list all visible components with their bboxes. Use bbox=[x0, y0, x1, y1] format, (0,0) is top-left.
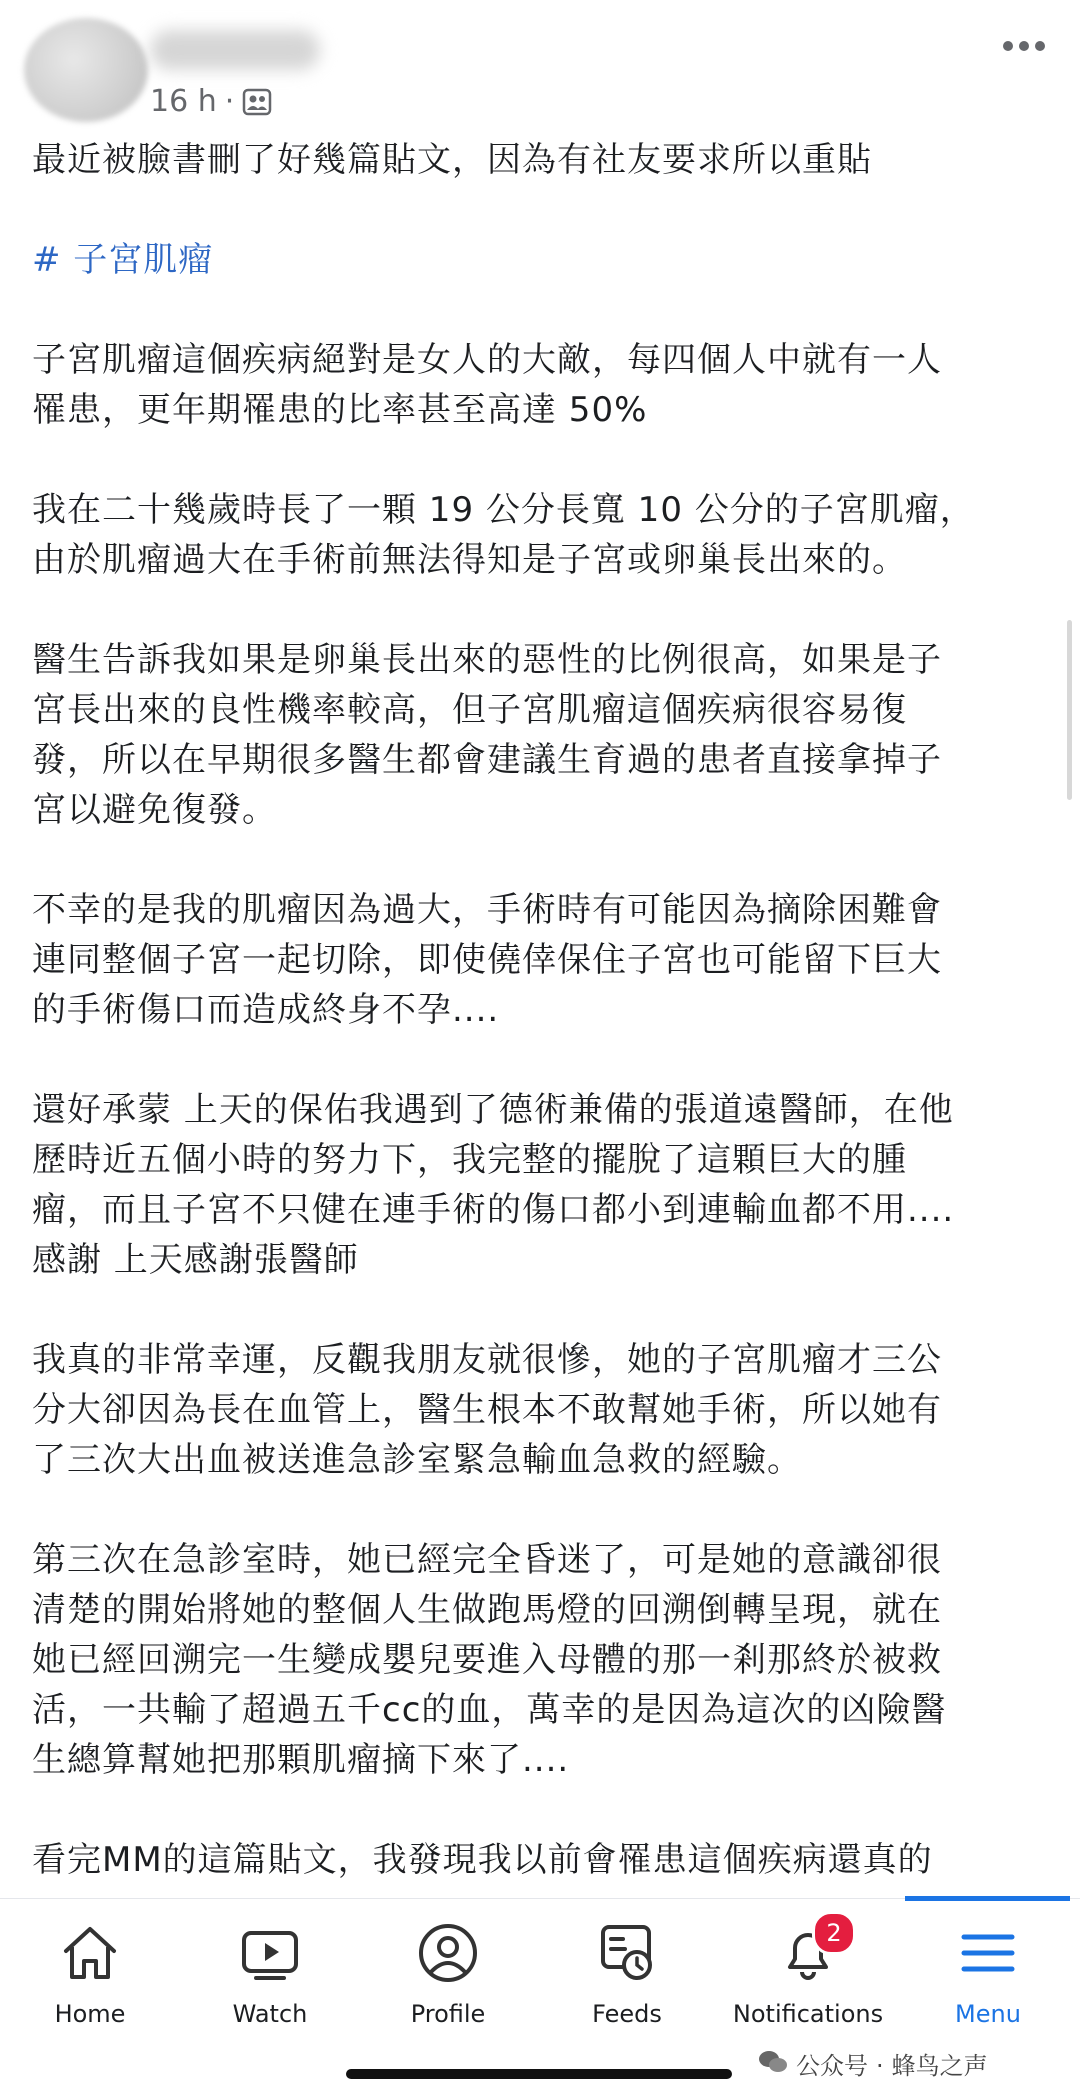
author-name-redacted[interactable] bbox=[150, 30, 320, 70]
wechat-icon bbox=[758, 2049, 788, 2082]
feeds-clock-icon bbox=[595, 1921, 659, 1985]
notification-badge: 2 bbox=[812, 1911, 856, 1955]
post-time[interactable]: 16 h bbox=[150, 84, 217, 119]
more-horizontal-icon bbox=[1002, 37, 1046, 56]
nav-notifications-label: Notifications bbox=[732, 2000, 884, 2028]
friends-icon[interactable] bbox=[242, 87, 272, 117]
watermark-name: 蜂鸟之声 bbox=[891, 2051, 988, 2080]
watermark-prefix: 公众号 bbox=[796, 2051, 868, 2080]
post-paragraph: 第三次在急診室時，她已經完全昏迷了，可是她的意識卻很 清楚的開始將她的整個人生做跑馬燈的回溯倒轉呈現，就在 她已經回溯完一生變成嬰兒要進入母體的那一剎那終於被救 活，一共輸了超過五千cc的血，萬幸的是因為這次的凶險醫 生總算幫她把那顆肌瘤摘下來了.... bbox=[32, 1540, 947, 1780]
more-options-button[interactable] bbox=[996, 26, 1052, 66]
active-tab-indicator bbox=[905, 1896, 1070, 1901]
wechat-watermark bbox=[758, 2049, 988, 2082]
nav-menu-label: Menu bbox=[955, 2000, 1021, 2028]
nav-watch-label: Watch bbox=[232, 2000, 308, 2028]
post-paragraph: 我真的非常幸運，反觀我朋友就很慘，她的子宮肌瘤才三公 分大卻因為長在血管上，醫生根本不敢幫她手術，所以她有 了三次大出血被送進急診室緊急輸血急救的經驗。 bbox=[32, 1340, 942, 1480]
nav-profile[interactable] bbox=[358, 1921, 538, 2031]
post-paragraph: 醫生告訴我如果是卵巢長出來的惡性的比例很高，如果是子 宮長出來的良性機率較高，但子宮肌瘤這個疾病很容易復 發，所以在早期很多醫生都會建議生育過的患者直接拿掉子 宮以避免復發。 bbox=[32, 640, 942, 830]
bottom-navigation bbox=[0, 1898, 1080, 2094]
home-indicator-bar[interactable] bbox=[346, 2069, 732, 2079]
post-body bbox=[32, 135, 1052, 1898]
nav-feeds[interactable] bbox=[537, 1921, 717, 2031]
nav-watch[interactable] bbox=[180, 1921, 360, 2031]
video-play-icon bbox=[238, 1921, 302, 1985]
meta-separator: · bbox=[224, 84, 235, 119]
nav-home-label: Home bbox=[54, 2000, 126, 2028]
person-icon bbox=[416, 1921, 480, 1985]
post-paragraph: 看完MM的這篇貼文，我發現我以前會罹患這個疾病還真的 bbox=[32, 1840, 933, 1880]
post-paragraph: 子宮肌瘤這個疾病絕對是女人的大敵，每四個人中就有一人 罹患，更年期罹患的比率甚至高達 50% bbox=[32, 340, 942, 430]
post-header bbox=[0, 0, 1080, 132]
author-avatar[interactable] bbox=[24, 18, 148, 122]
post-paragraph: 最近被臉書刪了好幾篇貼文，因為有社友要求所以重貼 bbox=[32, 140, 872, 180]
nav-profile-label: Profile bbox=[410, 2000, 486, 2028]
nav-feeds-label: Feeds bbox=[592, 2000, 662, 2028]
post-meta bbox=[150, 84, 272, 120]
nav-menu[interactable] bbox=[898, 1921, 1078, 2031]
post-paragraph: 還好承蒙 上天的保佑我遇到了德術兼備的張道遠醫師，在他 歷時近五個小時的努力下，我完整的擺脫了這顆巨大的腫 瘤，而且子宮不只健在連手術的傷口都小到連輸血都不用.... 感謝 上天感謝張醫師 bbox=[32, 1090, 955, 1280]
watermark-dot: · bbox=[876, 2051, 884, 2080]
nav-home[interactable] bbox=[0, 1921, 180, 2031]
home-icon bbox=[58, 1921, 122, 1985]
hamburger-icon bbox=[956, 1921, 1020, 1985]
post-paragraph: 我在二十幾歲時長了一顆 19 公分長寬 10 公分的子宮肌瘤， 由於肌瘤過大在手術前無法得知是子宮或卵巢長出來的。 bbox=[32, 490, 975, 580]
bell-icon bbox=[776, 1921, 840, 1985]
scrollbar[interactable] bbox=[1067, 620, 1072, 800]
hashtag-link[interactable]: # 子宮肌瘤 bbox=[32, 240, 214, 280]
post-paragraph: 不幸的是我的肌瘤因為過大，手術時有可能因為摘除困難會 連同整個子宮一起切除，即使僥倖保住子宮也可能留下巨大 的手術傷口而造成終身不孕.... bbox=[32, 890, 942, 1030]
nav-notifications[interactable] bbox=[718, 1921, 898, 2031]
